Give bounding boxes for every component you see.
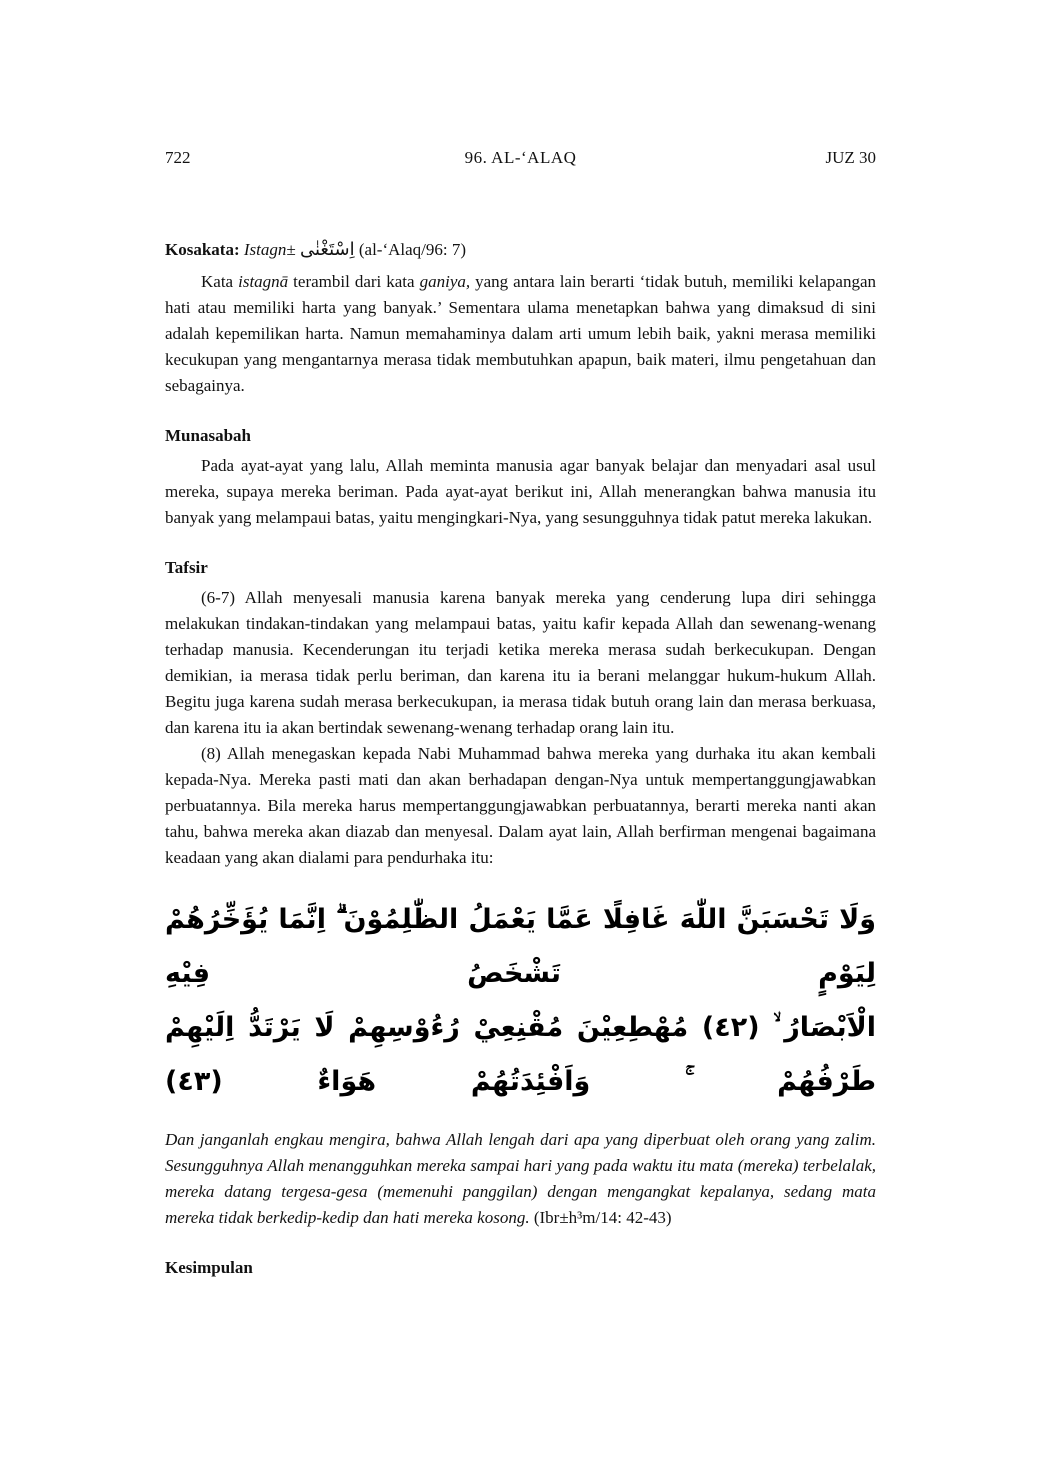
munasabah-paragraph: Pada ayat-ayat yang lalu, Allah meminta manusia agar banyak belajar dan menyadari asal usul mereka, supaya mereka beriman. Pada ayat-ayat berikut ini, Allah menerangkan bahwa manusia itu banyak yang melampaui batas, yaitu mengingkari-Nya, yang sesungguhnya tidak patut mereka lakukan. xyxy=(165,456,876,527)
verse-translation xyxy=(165,1127,876,1231)
verse-line-1: وَلَا تَحْسَبَنَّ اللّٰهَ غَافِلًا عَمَّا يَعْمَلُ الظّٰلِمُوْنَ ۗ اِنَّمَا يُؤَخِّرُهُمْ لِيَوْمٍ تَشْخَصُ فِيْهِ xyxy=(165,904,876,989)
kosakata-arabic-word: اِسْتَغْنٰى xyxy=(299,239,355,260)
quran-verse-arabic xyxy=(165,893,876,1109)
text-run: terambil dari kata xyxy=(288,272,420,291)
kesimpulan-heading: Kesimpulan xyxy=(165,1258,253,1277)
kosakata-reference: (al-‘Alaq/96: 7) xyxy=(354,240,467,259)
kosakata-line xyxy=(165,237,876,263)
text-run: yang antara lain berarti ‘tidak butuh, memiliki kelapangan hati atau memiliki harta yang banyak.’ Sementara ulama menetapkan bahwa yang dimaksud di sini adalah kepemilikan harta. Namun memahaminya dalam arti umum lebih baik, yakni merasa memiliki kecukupan yang mengantarnya merasa tidak membutuhkan apapun, baik materi, ilmu pengetahuan dan sebagainya. xyxy=(165,272,877,395)
kosakata-paragraph xyxy=(165,269,876,399)
translation-text: Dan janganlah engkau mengira, bahwa Allah lengah dari apa yang diperbuat oleh orang yang zalim. Sesungguhnya Allah menangguhkan mereka sampai hari yang pada waktu itu mata (mereka) terbelalak, mereka datang tergesa-gesa (memenuhi panggilan) dengan mengangkat kepalanya, sedang mata mereka tidak berkedip-kedip dan hati mereka kosong. xyxy=(165,1130,876,1227)
verse-line-2: الْاَبْصَارُ ۙ (٤٢) مُهْطِعِيْنَ مُقْنِعِيْ رُءُوْسِهِمْ لَا يَرْتَدُّ اِلَيْهِمْ طَرْفُهُمْ ۚ وَاَفْئِدَتُهُمْ هَوَاءٌ (٤٣) xyxy=(165,1012,876,1097)
surah-title: 96. AL-‘ALAQ xyxy=(464,148,577,167)
translation-reference: (Ibr±h³m/14: 42-43) xyxy=(529,1208,672,1227)
tafsir-paragraph-2: (8) Allah menegaskan kepada Nabi Muhammad bahwa mereka yang durhaka itu akan kembali kepada-Nya. Mereka pasti mati dan akan berhadapan dengan-Nya untuk mempertanggungjawabkan perbuatannya. Bila mereka harus mempertanggungjawabkan perbuatannya, berarti mereka nanti akan tahu, bahwa mereka akan diazab dan menyesal. Dalam ayat lain, Allah berfirman mengenai bagaimana keadaan yang akan dialami para pendurhaka itu: xyxy=(165,744,876,867)
text-run-italic: ganiya, xyxy=(419,272,471,291)
text-run-italic: istagnā xyxy=(238,272,289,291)
tafsir-paragraph-1: (6-7) Allah menyesali manusia karena banyak mereka yang cenderung lupa diri sehingga melakukan tindakan-tindakan yang melampaui batas, yaitu kafir kepada Allah dan sewenang-wenang terhadap manusia. Kecenderungan itu terjadi ketika mereka merasa sudah berkecukupan. Dengan demikian, ia merasa tidak perlu beriman, dan karena itu ia berani melanggar hukum-hukum Allah. Begitu juga karena sudah merasa berkecukupan, ia merasa tidak butuh orang lain dan merasa berkuasa, dan karena itu ia akan bertindak sewenang-wenang terhadap orang lain itu. xyxy=(165,588,876,737)
munasabah-heading: Munasabah xyxy=(165,426,251,445)
content xyxy=(165,237,876,1281)
page-number: 722 xyxy=(165,148,191,167)
tafsir-heading: Tafsir xyxy=(165,558,208,577)
page-header xyxy=(165,145,876,171)
kosakata-term: Istagn± xyxy=(239,240,300,259)
juz-label: JUZ 30 xyxy=(825,148,876,167)
kosakata-label: Kosakata: xyxy=(165,240,240,259)
text-run: Kata xyxy=(201,272,239,291)
